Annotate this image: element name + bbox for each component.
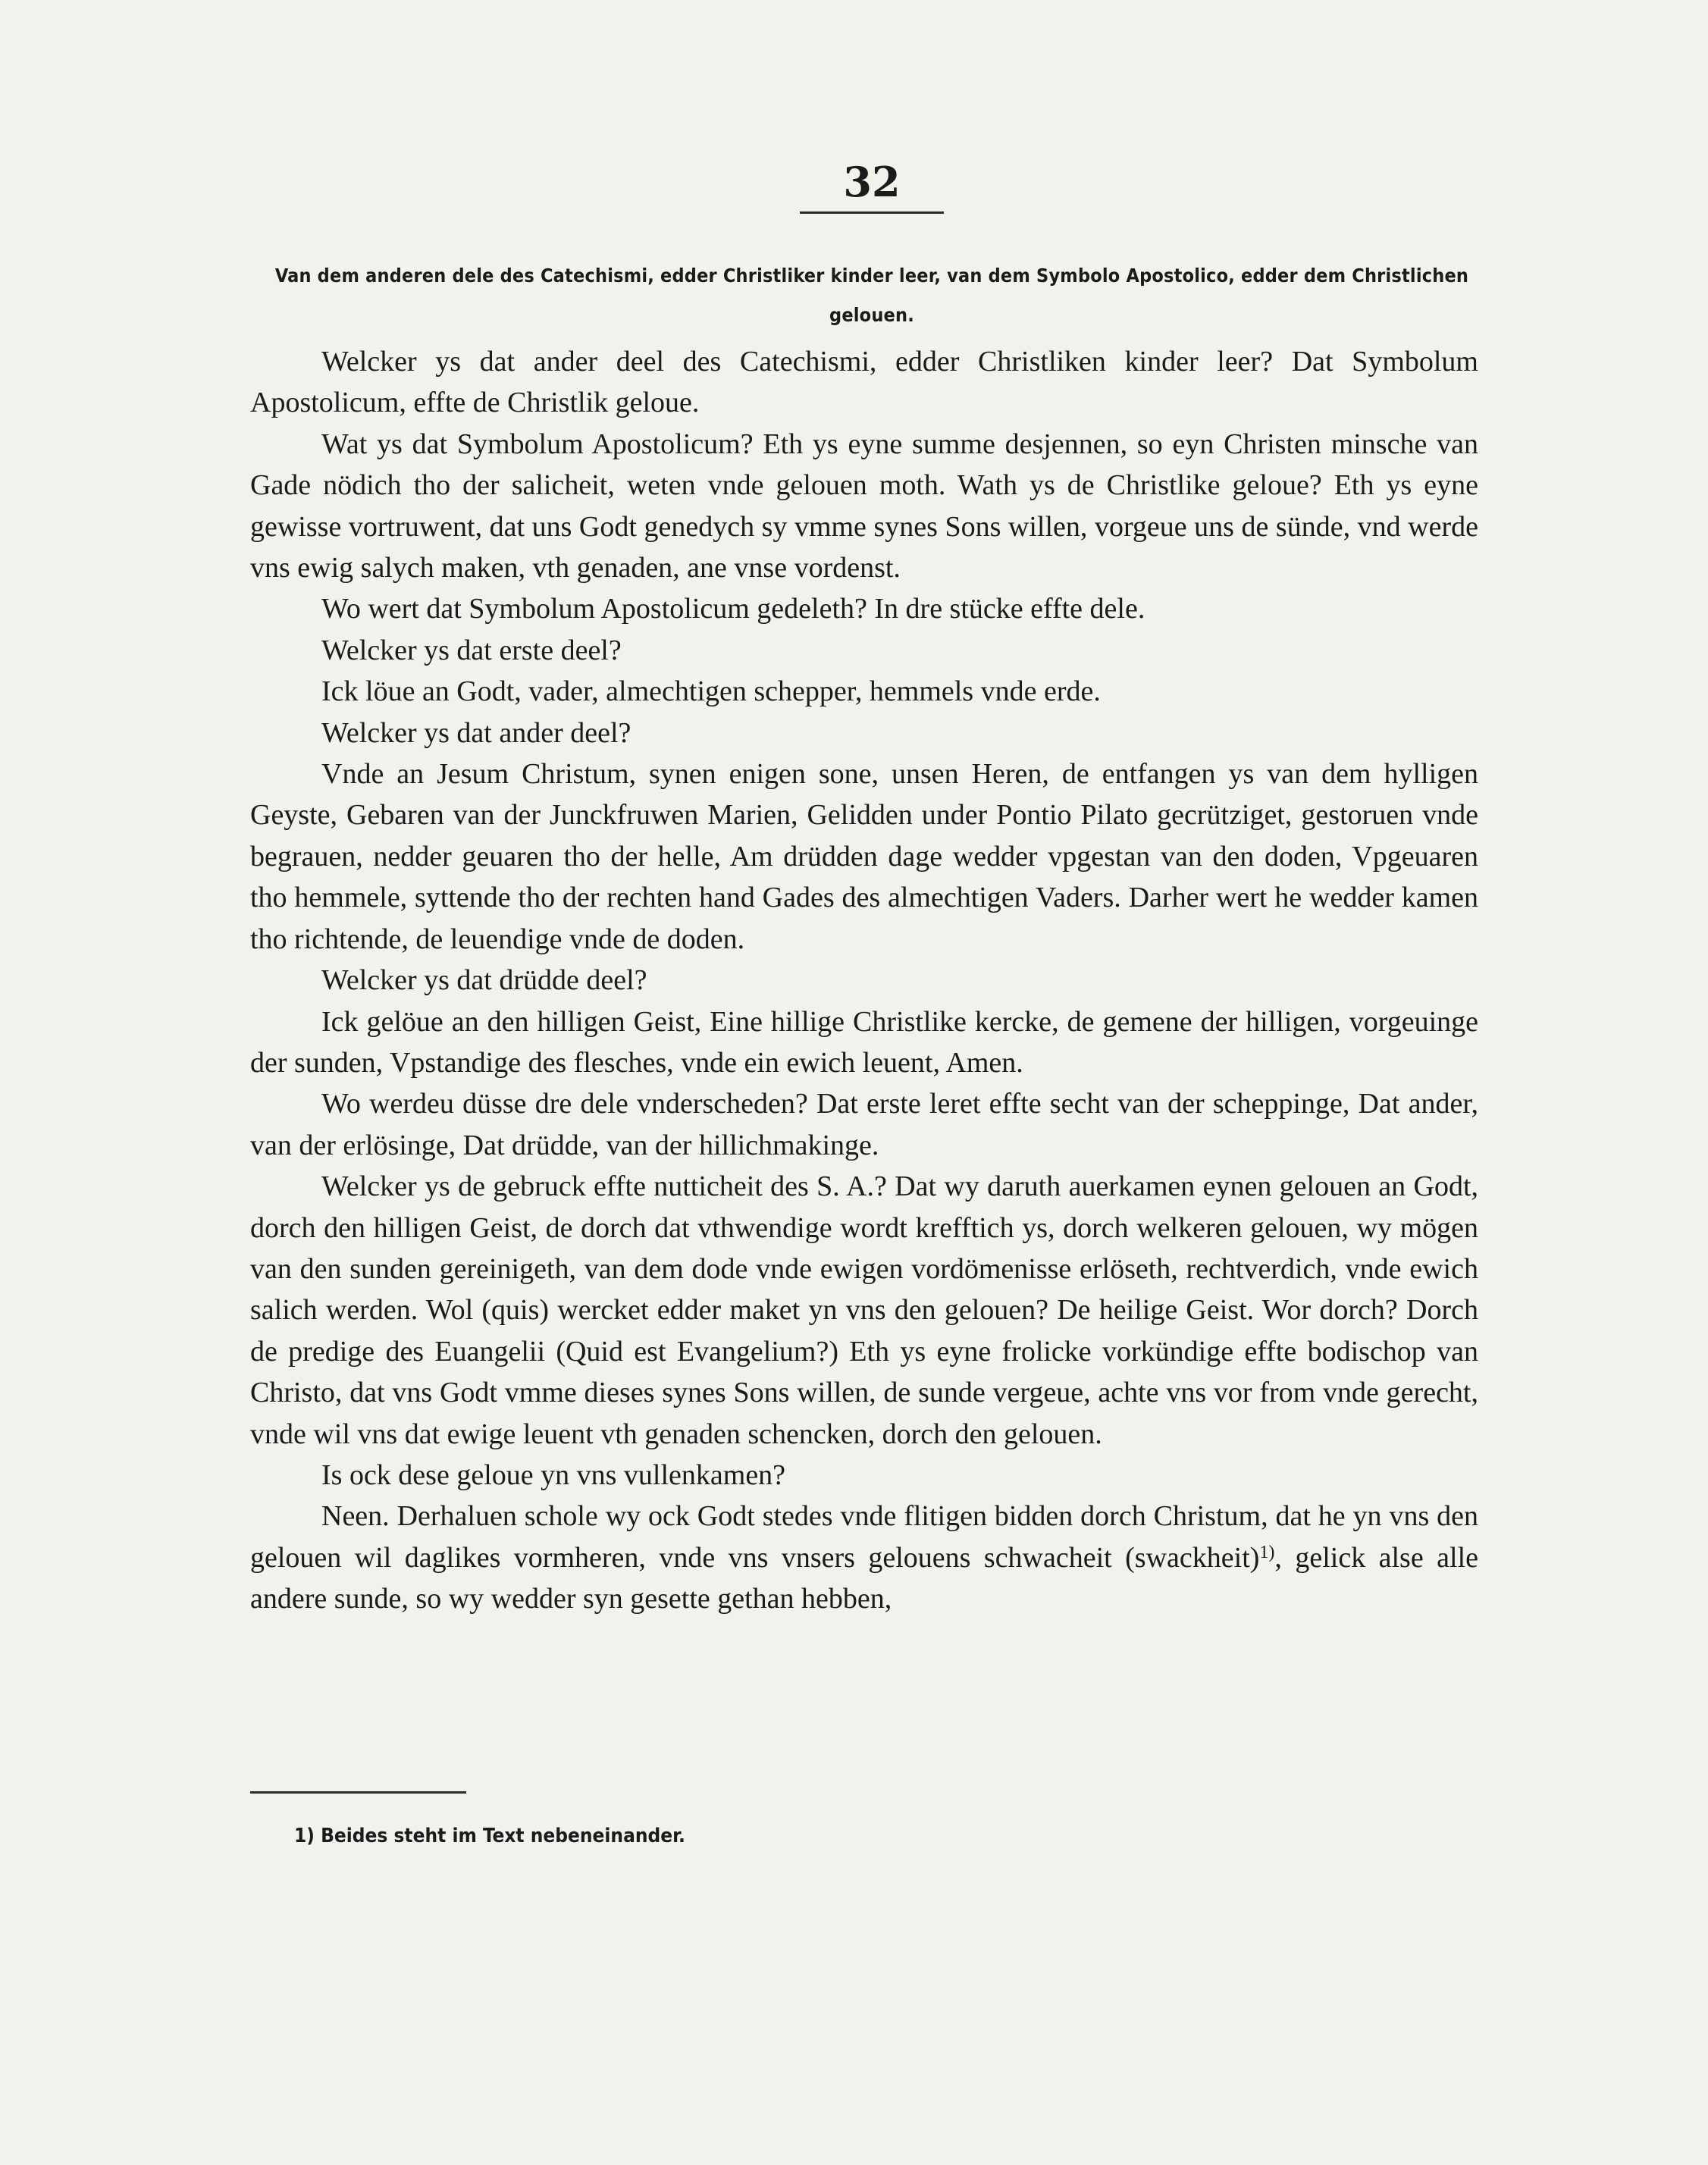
paragraph: Wo wert dat Symbolum Apostolicum gedeleth? In dre stücke effte dele.	[321, 593, 1145, 625]
paragraph: Wat ys dat Symbolum Apostolicum? Eth ys eyne summe desjennen, so eyn Christen minsche van Gade nödich tho der salicheit, weten vnde gelouen moth. Wath ys de Christlike geloue? Eth ys eyne gewisse vortruwent, dat uns Godt genedych sy vmme synes Sons willen, vorgeue uns de sünde, vnd werde vns ewig salych maken, vth genaden, ane vnse vordenst.	[250, 428, 1478, 584]
paragraph: Welcker ys dat erste deel?	[321, 634, 622, 666]
page-number: 32	[843, 158, 901, 206]
page-number-rule	[800, 211, 944, 214]
paragraph: Welcker ys dat ander deel?	[321, 716, 631, 749]
paragraph-text: Neen. Derhaluen schole wy ock Godt stedes vnde flitigen bidden dorch Christum, dat he yn vns den gelouen wil daglikes vormheren, vnde vns vnsers gelouens schwacheit (swackheit)	[250, 1500, 1478, 1574]
paragraph: Ick gelöue an den hilligen Geist, Eine hillige Christlike kercke, de gemene der hilligen, vorgeuinge der sunden, Vpstandige des flesches, vnde ein ewich leuent, Amen.	[250, 1005, 1478, 1079]
paragraph: Welcker ys de gebruck effte nutticheit des S. A.? Dat wy daruth auerkamen eynen gelouen an Godt, dorch den hilligen Geist, de dorch dat vthwendige wordt krefftich ys, dorch welkeren gelouen, wy mögen van den sunden gereinigeth, van dem dode vnde ewigen vordömenisse erlöseth, rechtverdich, vnde ewich salich werden. Wol (quis) wercket edder maket yn vns den gelouen? De heilige Geist. Wor dorch? Dorch de predige des Euangelii (Quid est Evangelium?) Eth ys eyne frolicke vorkündige effte bodischop van Christo, dat vns Godt vmme dieses synes Sons willen, de sunde vergeue, achte vns vor from vnde gerecht, vnde wil vns dat ewige leuent vth genaden schencken, dorch den gelouen.	[250, 1170, 1478, 1450]
footnote-rule	[250, 1791, 466, 1794]
paragraph: Ick löue an Godt, vader, almechtigen schepper, hemmels vnde erde.	[321, 675, 1101, 708]
paragraph: Vnde an Jesum Christum, synen enigen sone, unsen Heren, de entfangen ys van dem hylligen Geyste, Gebaren van der Junckfruwen Marien, Gelidden under Pontio Pilato gecrütziget, gestoruen vnde begrauen, nedder geuaren tho der helle, Am drüdden dage wedder vpgestan van den doden, Vpgeuaren tho hemmele, syttende tho der rechten hand Gades des almechtigen Vaders. Darher wert he wedder kamen tho richtende, de leuendige vnde de doden.	[250, 758, 1478, 955]
paragraph-text: , gelick alse alle andere sunde, so wy wedder syn gesette gethan hebben,	[250, 1541, 1478, 1615]
paragraph: Wo werdeu düsse dre dele vnderscheden? Dat erste leret effte secht van der scheppinge, Dat ander, van der erlösinge, Dat drüdde, van der hillichmakinge.	[250, 1088, 1478, 1161]
footnote: 1) Beides steht im Text nebeneinander.	[294, 1825, 685, 1847]
footnote-reference: 1)	[1259, 1542, 1275, 1562]
paragraph-with-footnote-ref	[250, 1496, 1478, 1619]
body-text	[250, 341, 1478, 1620]
section-heading: Van dem anderen dele des Catechismi, edder Christliker kinder leer, van dem Symbolo Apostolico, edder dem Christlichen gelouen.	[274, 265, 1469, 326]
paragraph: Is ock dese geloue yn vns vullenkamen?	[321, 1458, 786, 1491]
paragraph: Welcker ys dat ander deel des Catechismi, edder Christliken kinder leer? Dat Symbolum Apostolicum, effte de Christlik geloue.	[250, 346, 1478, 419]
paragraph: Welcker ys dat drüdde deel?	[321, 964, 647, 997]
